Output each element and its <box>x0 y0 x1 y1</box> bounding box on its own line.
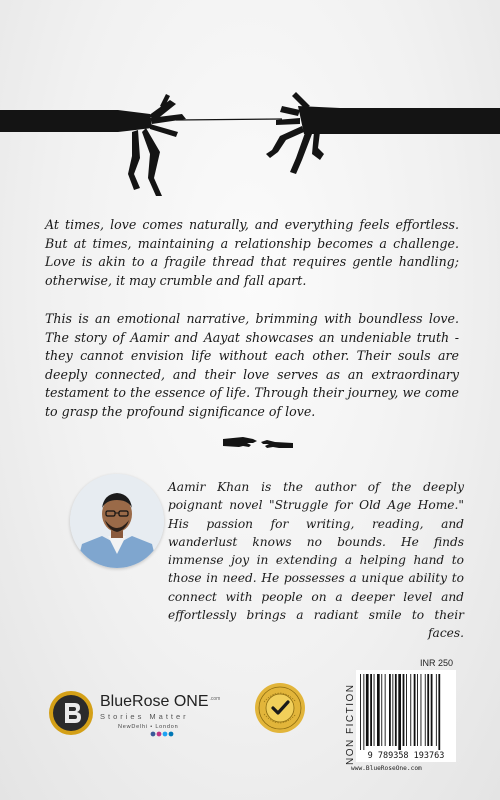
publisher-name: BlueRose $ONE^{.com}$ <box>100 693 221 710</box>
barcode-bar <box>403 674 405 746</box>
barcode-bar <box>421 674 422 746</box>
barcode-bar <box>381 674 382 746</box>
publisher-website: www.BlueRoseOne.com <box>351 765 422 772</box>
barcode-bar <box>389 674 391 746</box>
quality-seal-icon <box>254 682 306 734</box>
barcode-bar <box>431 674 433 746</box>
barcode-bar <box>398 674 401 750</box>
genre-label: NON FICTION <box>345 683 356 765</box>
barcode-bar <box>417 674 418 746</box>
barcode-bar <box>392 674 393 746</box>
barcode-bar <box>385 674 386 746</box>
barcode-bar <box>370 674 372 746</box>
barcode-bar <box>438 674 440 750</box>
barcode-bar <box>410 674 411 746</box>
publisher-logo-icon <box>48 690 94 736</box>
barcode-bar <box>436 674 437 746</box>
blurb-paragraph-2: This is an emotional narrative, brimming with boundless love. The story of Aamir and Aayat showcases an undeniable truth - they cannot envision life without each other. Their souls are deeply connected, and their love serves as an extraordinary testament to the essence of life. Through their journey, we come to grasp the profound significance of love. <box>45 311 459 419</box>
isbn-digits: 9 789358 193763 <box>367 751 445 761</box>
barcode-bar <box>406 674 407 746</box>
publisher-tagline: Stories Matter <box>100 712 189 721</box>
price-label: INR 250 <box>420 658 454 668</box>
author-portrait-icon <box>70 474 164 568</box>
publisher-locations: NewDelhi • London <box>118 724 179 730</box>
publisher-domain-suffix: .com <box>209 695 221 702</box>
author-bio: Aamir Khan is the author of the deeply poignant novel "Struggle for Old Age Home." His passion for writing, reading, and wanderlust knows no bounds. He finds immense joy in extending a helping hand to those in need. He possesses a unique ability to connect with people on a deeper level and effortlessly brings a radiant smile to their faces. <box>168 480 464 641</box>
barcode-bar <box>377 674 380 746</box>
isbn-barcode <box>356 670 456 762</box>
broken-rope-illustration <box>0 88 500 198</box>
barcode-bar <box>414 674 416 746</box>
barcode-bar <box>374 674 375 746</box>
author-photo <box>70 474 164 568</box>
social-media-icons <box>150 731 174 737</box>
barcode-bar <box>366 674 369 746</box>
reaching-hands-icon <box>223 431 293 453</box>
barcode-bar <box>427 674 429 746</box>
barcode-bar <box>363 674 364 750</box>
blurb-paragraph-1: At times, love comes naturally, and everything feels effortless. But at times, maintaining a relationship becomes a challenge. Love is akin to a fragile thread that requires gentle handling; otherwise, it may crumble and fall apart. <box>45 217 459 288</box>
barcode-bar <box>425 674 426 746</box>
barcode-bar <box>360 674 361 750</box>
barcode-bar <box>395 674 397 746</box>
